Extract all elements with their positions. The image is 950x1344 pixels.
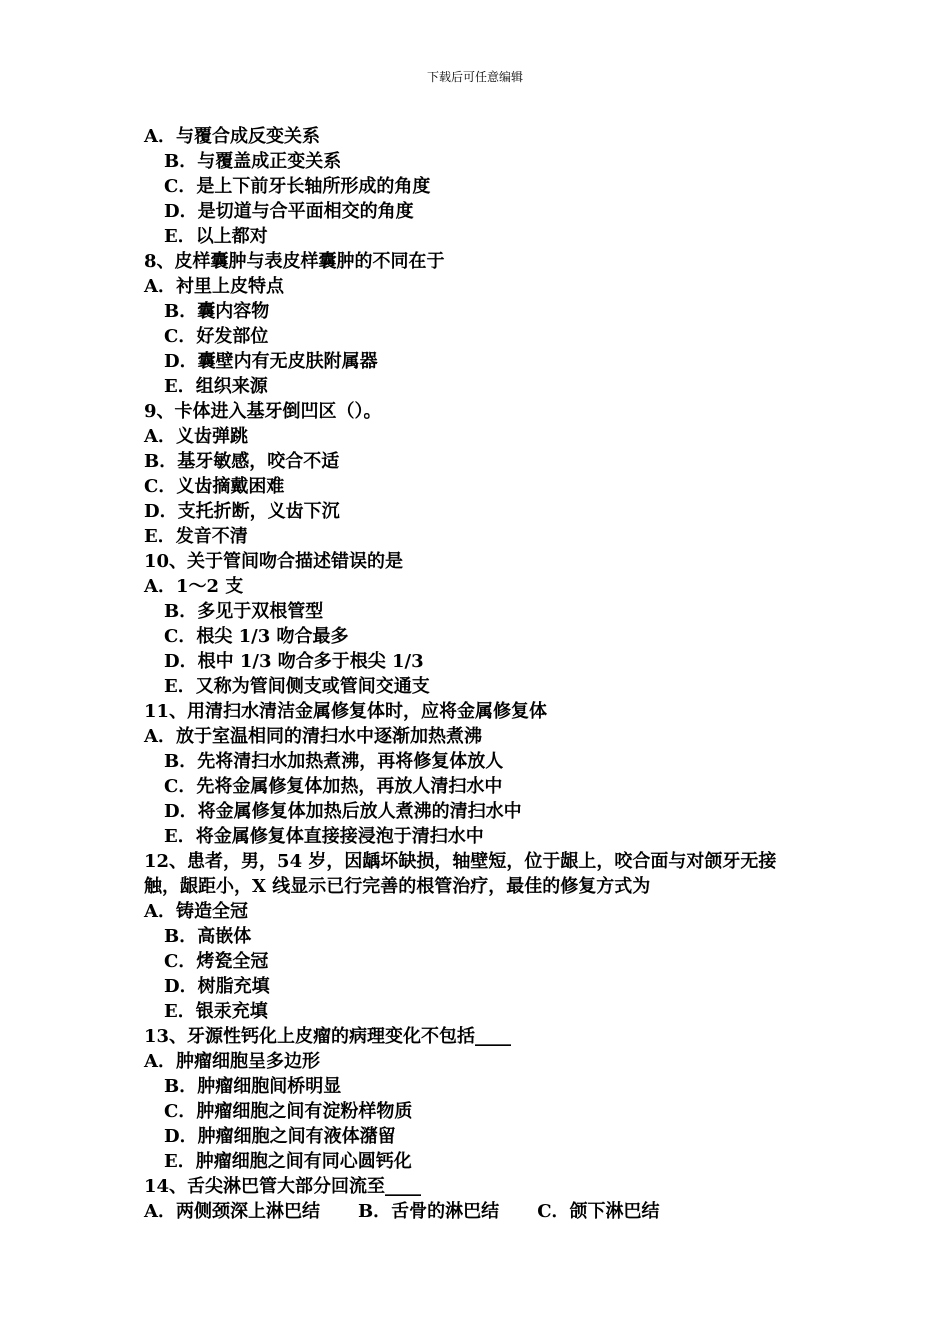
q7-option-d: D．是切道与合平面相交的角度 bbox=[164, 201, 414, 222]
q10-option-e: E．又称为管间侧支或管间交通支 bbox=[164, 676, 430, 697]
q11-option-c: C．先将金属修复体加热，再放人清扫水中 bbox=[164, 776, 503, 797]
q8-option-a: A．衬里上皮特点 bbox=[144, 276, 284, 297]
q13-option-d: D．肿瘤细胞之间有液体潴留 bbox=[164, 1126, 396, 1147]
q13-option-c: C．肿瘤细胞之间有淀粉样物质 bbox=[164, 1101, 413, 1122]
q11-option-b: B．先将清扫水加热煮沸，再将修复体放人 bbox=[164, 751, 504, 772]
q14-option-a: A．两侧颈深上淋巴结 bbox=[144, 1201, 320, 1222]
q7-option-a: A．与覆合成反变关系 bbox=[144, 126, 320, 147]
q10-option-a: A．1～2 支 bbox=[144, 576, 244, 597]
q9-stem: 9、卡体进入基牙倒凹区（）。 bbox=[144, 401, 382, 422]
q14-stem: 14、舌尖淋巴管大部分回流至____ bbox=[144, 1176, 422, 1197]
q10-option-d: D．根中 1/3 吻合多于根尖 1/3 bbox=[164, 651, 424, 672]
q9-option-d: D．支托折断，义齿下沉 bbox=[144, 501, 340, 522]
q11-option-a: A．放于室温相同的清扫水中逐渐加热煮沸 bbox=[144, 726, 482, 747]
q10-stem: 10、关于管间吻合描述错误的是 bbox=[144, 551, 404, 572]
q12-option-a: A．铸造全冠 bbox=[144, 901, 248, 922]
q13-option-b: B．肿瘤细胞间桥明显 bbox=[164, 1076, 342, 1097]
q8-option-d: D．囊壁内有无皮肤附属器 bbox=[164, 351, 378, 372]
page-header: 下载后可任意编辑 bbox=[426, 70, 523, 84]
q12-option-b: B．高嵌体 bbox=[164, 926, 252, 947]
q8-stem: 8、皮样囊肿与表皮样囊肿的不同在于 bbox=[144, 251, 445, 272]
q10-option-c: C．根尖 1/3 吻合最多 bbox=[164, 626, 349, 647]
q11-stem: 11、用清扫水清洁金属修复体时，应将金属修复体 bbox=[144, 701, 548, 722]
q14-option-b: B．舌骨的淋巴结 bbox=[357, 1201, 500, 1222]
q7-option-e: E．以上都对 bbox=[164, 226, 268, 247]
q12-stem-line2: 触，龈距小，X 线显示已行完善的根管治疗，最佳的修复方式为 bbox=[144, 876, 651, 897]
q14-option-c: C．颌下淋巴结 bbox=[537, 1201, 660, 1222]
q13-option-a: A．肿瘤细胞呈多边形 bbox=[144, 1051, 320, 1072]
q7-option-c: C．是上下前牙长轴所形成的角度 bbox=[164, 176, 431, 197]
q12-stem-line1: 12、患者，男，54 岁，因龋坏缺损，轴壁短，位于龈上，咬合面与对颌牙无接 bbox=[144, 851, 777, 872]
q12-option-e: E．银汞充填 bbox=[164, 1001, 268, 1022]
q14-options-row bbox=[144, 1199, 844, 1224]
q9-option-e: E．发音不清 bbox=[144, 526, 248, 547]
document-body bbox=[144, 124, 844, 1224]
q9-option-a: A．义齿弹跳 bbox=[144, 426, 248, 447]
q7-option-b: B．与覆盖成正变关系 bbox=[164, 151, 342, 172]
q13-stem: 13、牙源性钙化上皮瘤的病理变化不包括____ bbox=[144, 1026, 512, 1047]
q12-option-c: C．烤瓷全冠 bbox=[164, 951, 269, 972]
q8-option-c: C．好发部位 bbox=[164, 326, 269, 347]
q9-option-b: B．基牙敏感，咬合不适 bbox=[144, 451, 340, 472]
q10-option-b: B．多见于双根管型 bbox=[164, 601, 324, 622]
q8-option-e: E．组织来源 bbox=[164, 376, 268, 397]
q12-option-d: D．树脂充填 bbox=[164, 976, 270, 997]
q8-option-b: B．囊内容物 bbox=[164, 301, 270, 322]
q13-option-e: E．肿瘤细胞之间有同心圆钙化 bbox=[164, 1151, 412, 1172]
q11-option-e: E．将金属修复体直接接浸泡于清扫水中 bbox=[164, 826, 484, 847]
q9-option-c: C．义齿摘戴困难 bbox=[144, 476, 285, 497]
q11-option-d: D．将金属修复体加热后放人煮沸的清扫水中 bbox=[164, 801, 522, 822]
